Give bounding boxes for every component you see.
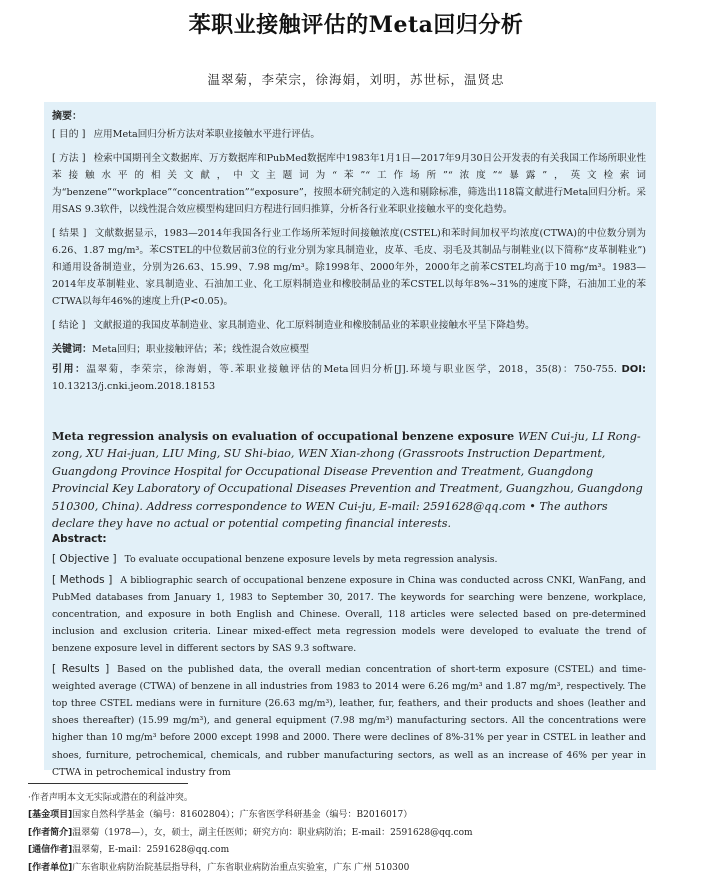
bio-note: [28, 825, 688, 842]
citation-label: 引用：: [52, 364, 87, 375]
objective-text: 应用Meta回归分析方法对苯职业接触水平进行评估。: [93, 129, 321, 140]
footnote-divider: [28, 783, 188, 784]
en-methods-text: A bibliographic search of occupational benzene exposure in China was conducted across CNKI, WanFang, and PubMed databases from January 1, 1983 to September 30, 2017. The keywords for searching were benzene, workplace, concentration, and exposure in both English and Chinese. Overall, 118 articles were selected based on pre-determined inclusion and exclusion criteria. Linear mixed-effect meta regression models were developed to evaluate the trend of benzene exposure level in different sectors by SAS 9.3 software.: [52, 574, 646, 655]
keywords-text: Meta回归；职业接触评估；苯；线性混合效应模型: [92, 344, 309, 355]
abstract-heading: 摘要：: [52, 111, 82, 122]
keywords-label: 关键词：: [52, 344, 92, 355]
objective-tag: [ 目的 ]: [52, 129, 86, 140]
chinese-abstract-box: [44, 102, 656, 434]
english-abstract-label: Abstract:: [52, 533, 107, 546]
corr-note: [28, 842, 688, 859]
english-abstract-box: [44, 420, 656, 778]
fund-note: [28, 807, 688, 824]
results-text: 文献数据显示，1983—2014年我国各行业工作场所苯短时间接触浓度(CSTEL)和苯时间加权平均浓度(CTWA)的中位数分别为6.26、1.87 mg/m³。苯CSTEL的中位数居前3位的行业分别为家具制造业，皮革、毛皮、羽毛及其制品与制鞋业(以下简称“皮革制鞋业”)和通用设备制造业，分别为26.63、15.99、7.98 mg/m³。除1998年、2000年外，2000年之前苯CSTEL均高于10 mg/m³。1983—2014年皮革制鞋业、家具制造业、石油加工业、化工原料制造业和橡胶制品业的苯CSTEL以每年8%~31%的速度下降，石油加工业的苯CTWA以每年46%的速度上升(P<0.05)。: [52, 228, 646, 307]
en-methods-tag: [ Methods ]: [52, 573, 113, 586]
conclusion-tag: [ 结论 ]: [52, 320, 86, 331]
english-title-block: [52, 428, 646, 532]
doi-label: DOI:: [621, 364, 646, 375]
declaration-note: ·作者声明本文无实际或潜在的利益冲突。: [28, 793, 193, 803]
english-authors-affiliation: WEN Cui-ju, LI Rong-zong, XU Hai-juan, LIU Ming, SU Shi-biao, WEN Xian-zhong (Grassroots Instruction Department, Guangdong Province Hospital for Occupational Disease Prevention and Treatment, Guangdong Provincial Key Laboratory of Occupational Diseases Prevention and Treatment, Guangzhou, Guangdong 510300, China). Address correspondence to WEN Cui-ju, E-mail: 2591628@qq.com • The authors declare they have no actual or potential competing financial interests.: [52, 430, 643, 531]
conclusion-text: 文献报道的我国皮革制造业、家具制造业、化工原料制造业和橡胶制品业的苯职业接触水平呈下降趋势。: [93, 320, 535, 331]
en-objective-tag: [ Objective ]: [52, 553, 117, 566]
article-title: 苯职业接触评估的Meta回归分析: [188, 12, 524, 38]
bio-text: 温翠菊（1978—），女，硕士，副主任医师；研究方向：职业病防治；E-mail：2591628@qq.com: [72, 827, 473, 838]
footnotes: [28, 790, 688, 877]
corr-label: [通信作者]: [28, 845, 73, 856]
unit-label: [作者单位]: [28, 862, 73, 873]
bio-label: [作者简介]: [28, 827, 73, 838]
en-results-text: Based on the published data, the overall median concentration of short-term exposure (CSTEL) and time-weighted average (CTWA) of benzene in all industries from 1983 to 2014 were 6.26 mg/m³ and 1.87 mg/m³, respectively. The top three CSTEL medians were in furniture (26.63 mg/m³), leather, fur, feathers, and their products and shoes (leather and shoes thereafter) (15.99 mg/m³), and general equipment (7.98 mg/m³) manufacturing sectors. All the concentrations were higher than 10 mg/m³ before 2000 except 1998 and 2000. There were declines of 8%-31% per year in CSTEL in leather and shoes, furniture, petrochemical, chemicals, and rubber manufacturing sectors, as well as an increase of 46% per year in CTWA in petrochemical industry from: [52, 663, 646, 778]
fund-label: [基金项目]: [28, 810, 73, 821]
en-results-tag: [ Results ]: [52, 662, 110, 675]
corr-text: 温翠菊，E-mail：2591628@qq.com: [72, 845, 230, 856]
unit-text: 广东省职业病防治院基层指导科，广东省职业病防治重点实验室，广东 广州 510300: [72, 862, 410, 873]
unit-note: [28, 860, 688, 877]
fund-text: 国家自然科学基金（编号：81602804）；广东省医学科研基金（编号：B2016017）: [72, 810, 413, 821]
methods-text: 检索中国期刊全文数据库、万方数据库和PubMed数据库中1983年1月1日—2017年9月30日公开发表的有关我国工作场所职业性苯接触水平的相关文献，中文主题词为“苯”“工作场所”“浓度”“暴露”，英文检索词为“benzene”“workplace”“concentration”“exposure”，按照本研究制定的入选和剔除标准，筛选出118篇文献进行Meta回归分析。采用SAS 9.3软件，以线性混合效应模型构建回归方程进行回归推算，分析各行业苯职业接触水平的变化趋势。: [52, 153, 646, 215]
author-list: 温翠菊，李荣宗，徐海娟，刘明，苏世标，温贤忠: [207, 72, 505, 87]
en-objective-text: To evaluate occupational benzene exposure levels by meta regression analysis.: [124, 554, 498, 566]
citation-text: 温翠菊，李荣宗，徐海娟，等.苯职业接触评估的Meta回归分析[J].环境与职业医学，2018，35(8)：750-755.: [86, 364, 617, 375]
doi-text[interactable]: 10.13213/j.cnki.jeom.2018.18153: [52, 381, 216, 392]
methods-tag: [ 方法 ]: [52, 153, 86, 164]
english-title: Meta regression analysis on evaluation of occupational benzene exposure: [52, 429, 515, 443]
results-tag: [ 结果 ]: [52, 228, 87, 239]
